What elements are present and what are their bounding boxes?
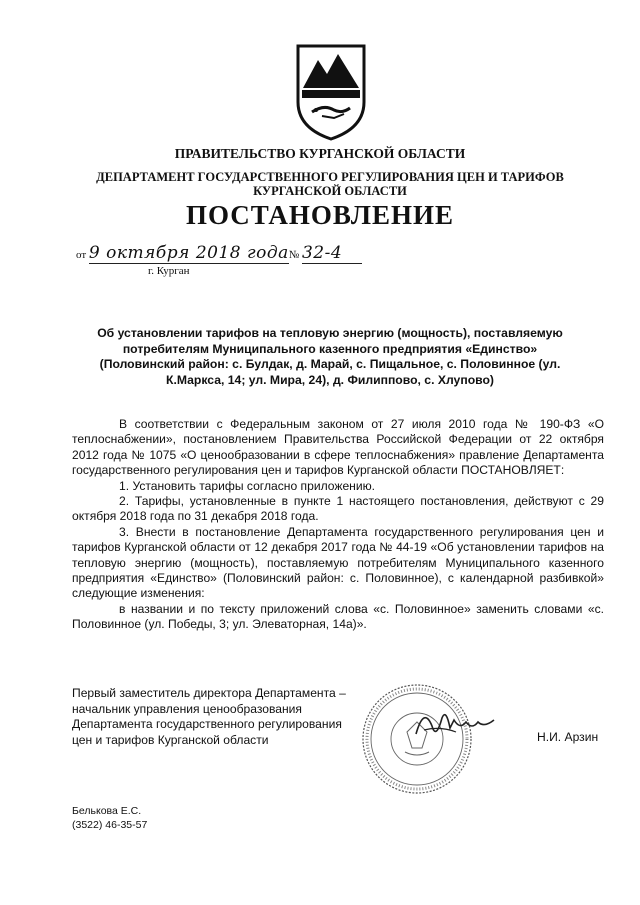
executor-info (72, 804, 147, 832)
signer-position-line: цен и тарифов Курганской области (72, 732, 269, 747)
document-body (72, 417, 604, 633)
date-prefix: от (76, 249, 87, 261)
coat-of-arms-emblem (294, 42, 368, 142)
date-number-line (76, 243, 362, 264)
government-name: ПРАВИТЕЛЬСТВО КУРГАНСКОЙ ОБЛАСТИ (174, 146, 466, 161)
document-type-heading: ПОСТАНОВЛЕНИЕ (185, 200, 455, 230)
handwritten-date: 9 октября 2018 года (88, 243, 289, 263)
signer-position (72, 686, 372, 748)
signer-position-line: Департамента государственного регулирования (72, 717, 342, 732)
document-title: Об установлении тарифов на тепловую энергию (мощность), поставляемую потребителям Муниципального казенного предприятия «Единство» (Половинский район: с. Булдак, д. Марай, с. Пищальное, с. Половинное (ул. К.Маркса, 14; ул. Мира, 24), д. Филиппово, с. Хлупово) (97, 326, 563, 387)
handwritten-number: 32-4 (301, 243, 343, 263)
clause-3: 3. Внести в постановление Департамента государственного регулирования цен и тарифов Курганской области от 12 декабря 2017 года № 44-19 «Об установлении тарифов на тепловую энергию (мощность), поставляемую потребителям Муниципального казенного предприятия «Единство» (Половинский район: с. Половинное), с календарной разбивкой» следующие изменения: (72, 524, 604, 601)
number-sign: № (288, 249, 300, 261)
clause-1: 1. Установить тарифы согласно приложению. (119, 478, 376, 493)
signer-position-line: Первый заместитель директора Департамента – (72, 686, 346, 700)
clause-3-amendment: в названии и по тексту приложений слова «с. Половинное» заменить словами «с. Половинное (ул. Победы, 3; ул. Элеваторная, 14а)». (72, 601, 604, 632)
executor-name: Белькова Е.С. (72, 805, 142, 817)
executor-phone: (3522) 46-35-57 (72, 819, 148, 831)
department-name: ДЕПАРТАМЕНТ ГОСУДАРСТВЕННОГО РЕГУЛИРОВАНИЯ ЦЕН И ТАРИФОВ КУРГАНСКОЙ ОБЛАСТИ (96, 170, 564, 198)
clause-2: 2. Тарифы, установленные в пункте 1 настоящего постановления, действуют с 29 октября 2018 года по 31 декабря 2018 года. (72, 494, 604, 524)
preamble-paragraph: В соответствии с Федеральным законом от 27 июля 2010 года № 190-ФЗ «О теплоснабжении», постановлением Правительства Российской Федерации от 22 октября 2012 года № 1075 «О ценообразовании в сфере теплоснабжения» правление Департамента государственного регулирования цен и тарифов Курганской области ПОСТАНОВЛЯЕТ: (72, 417, 604, 478)
city-label: г. Курган (148, 265, 190, 277)
signer-position-line: начальник управления ценообразования (72, 701, 302, 716)
signer-name: Н.И. Арзин (537, 730, 599, 744)
handwritten-signature (410, 700, 500, 748)
